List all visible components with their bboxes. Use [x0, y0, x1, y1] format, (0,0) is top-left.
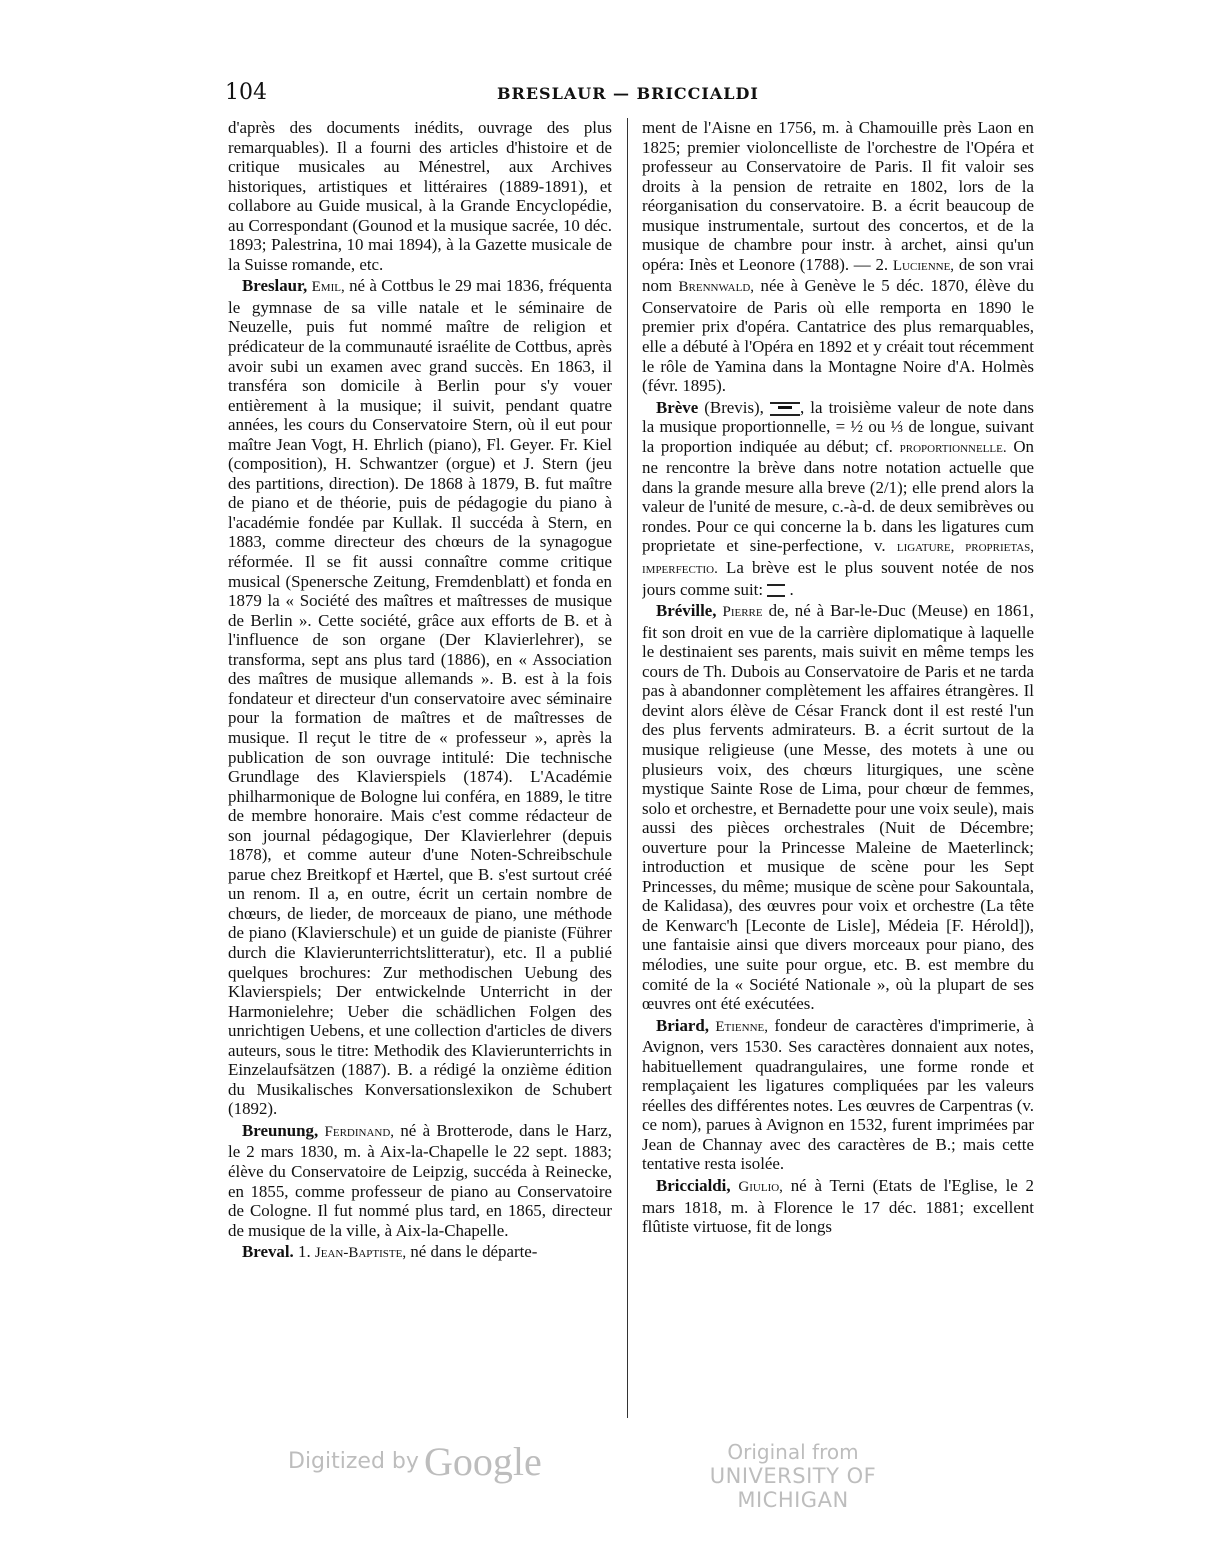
entry-briccialdi [642, 1176, 1034, 1237]
breve-modern-icon [767, 584, 785, 597]
entry-breville [642, 601, 1034, 1013]
entry-text: né à Cottbus le 29 mai 1836, fréquenta le gymnase de sa ville natale et le séminaire de Neuzelle, puis fut nommé maître de religion et prédicateur de la communauté israélite de Cottbus, après avoir subi un examen avec grand succès. En 1863, il transféra son domicile à Berlin pour s'y vouer entièrement à la musique; il suivit, pendant quatre années, les cours du Conservatoire Stern, où il eut pour maître Jean Vogt, H. Ehrlich (piano), Fl. Geyer. Fr. Kiel (composition), H. Schwantzer (orgue) et J. Stern (jeu des partitions, direction). De 1868 à 1879, B. fut maître de piano et de théorie, puis de pédagogie du piano à l'académie fondée par Kullak. Il succéda à Stern, en 1883, comme directeur des chœurs de la synagogue réformée. Il se fit aussi connaître comme critique musical (Spenersche Zeitung, Fremdenblatt) et fonda en 1879 la « Société des maîtres et maîtresses de musique de Berlin ». Cette société, grâce aux efforts de B. et à l'influence de son organe (Der Klavierlehrer), se transforma, sept ans plus tard (1886), en « Association des maîtres de musique allemands ». B. est à la fois fondateur et directeur d'un conservatoire avec séminaire pour la formation de maîtres et de maîtresses de musique. Il reçut le titre de « professeur », après la publication de son ouvrage intitulé: Die technische Grundlage des Klavierspiels (1874). L'Académie philharmonique de Bologne lui conféra, en 1889, le titre de membre honoraire. Mais c'est comme rédacteur de son journal pédagogique, Der Klavierlehrer (depuis 1878), et comme auteur d'une Noten-Schreibschule parue chez Breitkopf et Hærtel, que B. s'est surtout créé un renom. Il a, en outre, écrit un certain nombre de chœurs, de lieder, de morceaux de piano, une méthode de piano (Klavierschule) et un guide de pianiste (Führer durch die Klavierunterrichtslitteratur), etc. Il a publié quelques brochures: Zur methodischen Uebung des Klavierspiels; Der entwickelnde Unterricht in der Harmonielehre; Ueber die schädlichen Folgen des unrichtigen Uebens, et une collection d'articles de divers auteurs, sous le titre: Methodik des Klavierunterrichts in Einzelaufsätzen (1887). B. a rédigé la onzième édition du Musikalisches Konversationslexikon de Schubert (1892). [228, 276, 612, 1119]
given-name: Jean-Baptiste, [314, 1245, 407, 1262]
entry-number: 1. [298, 1242, 311, 1262]
given-name: Emil, [311, 279, 345, 296]
cross-reference: proportionnelle. [899, 439, 1007, 456]
headword: Briard, [656, 1015, 710, 1035]
right-column [642, 118, 1034, 1418]
headword: Breunung, [242, 1120, 319, 1140]
entry-briard [642, 1016, 1034, 1174]
cross-reference: ligature, proprietas, imperfectio. [642, 539, 1034, 578]
entry-text: de, né à Bar-le-Duc (Meuse) en 1861, fit son droit en vue de la carrière diplomatique à laquelle le destinaient ses parents, mais suivit en même temps les cours de Th. Dubois au Conservatoire de Paris et ne tarda pas à abandonner complètement les affaires étrangères. Il devint alors élève de César Franck dont il est resté l'un des plus fervents admirateurs. B. a écrit surtout de la musique religieuse (une Messe, des motets à une ou plusieurs voix, des chœurs liturgiques, une scène mystique Sainte Rose de Lima, pour chœur de femmes, solo et orchestre, et Bernadette pour une voix seule), mais aussi des pièces orchestrales (Nuit de Décembre; ouverture pour la Princesse Maleine de Maeterlinck; introduction et musique de scène pour les Sept Princesses, du même; musique de scène pour Sakountala, de Kalidasa), des œuvres pour voix et orchestre (La tête de Kenwarc'h [Leconte de Lisle], Médeia [F. Hérold]), une fantaisie ainsi que divers morceaux pour piano, des mélodies, une suite pour orgue, etc. B. est membre du comité de la « Société Nationale », où la plupart de ses œuvres ont été exécutées. [642, 601, 1034, 1014]
entry-text: né à Terni (Etats de l'Eglise, le 2 mars 1818, m. à Florence le 17 déc. 1881; excellent flûtiste virtuose, fit de longs [642, 1175, 1034, 1237]
entry-text: né à Brotterode, dans le Harz, le 2 mars 1830, m. à Aix-la-Chapelle le 22 sept. 1883; élève du Conservatoire de Leipzig, succéda à Reinecke, en 1855, comme professeur de piano au Conservatoire de Cologne. Il fut nommé plus tard, en 1865, directeur de musique de la ville, à Aix-la-Chapelle. [228, 1120, 612, 1240]
column-divider [627, 118, 628, 1418]
headword: Bréville, [656, 601, 717, 621]
entry-breval-continued: ment de l'Aisne en 1756, m. à Chamouille près Laon en 1825; premier violoncelliste de l'orchestre de l'Opéra et professeur au Conservatoire de Paris. Il fit valoir ses droits à la pension de retraite en 1802, lors de la réorganisation du conservatoire. B. a écrit beaucoup de musique instrumentale, surtout des concertos, et de la musique de chambre pour instr. à archet, ainsi qu'un opéra: Inès et Leonore (1788). — 2. Lucienne, de son vrai nom Brennwald, née à Genève le 5 déc. 1870, élève du Conservatoire de Paris où elle remporta en 1890 le premier prix d'opéra. Cantatrice des plus remarquables, elle a débuté à l'Opéra en 1892 et y créait tout récemment le rôle de Yamina dans la Montagne Noire d'A. Holmès (févr. 1895). [642, 118, 1034, 396]
real-name: Brennwald, [678, 279, 755, 296]
headword: Briccialdi, [656, 1175, 731, 1195]
given-name: Lucienne, [892, 257, 955, 274]
google-logo: Google [424, 1439, 542, 1484]
entry-continuation: d'après des documents inédits, ouvrage des plus remarquables). Il a fourni des articles d'histoire et de critique musicales au Ménestrel, aux Archives historiques, artistiques et littéraires (1889-1891), et collabore au Guide musical, à la Grande Encyclopédie, au Correspondant (Gounod et la musique sacrée, 10 déc. 1893; Palestrina, 10 mai 1894), à la Gazette musicale de la Suisse romande, etc. [228, 118, 612, 274]
entry-breve: Brève (Brevis), , la troisième valeur de note dans la musique proportionnelle, = ½ ou ⅓ de longue, suivant la proportion indiquée au début; cf. proportionnelle. On ne rencontre la brève dans notre notation actuelle que dans la grande mesure alla breve (2/1); elle prend alors la valeur de l'unité de mesure, c.-à-d. de deux semibrèves ou rondes. Pour ce qui concerne la b. dans les ligatures cum proprietate et sine-perfectione, v. ligature, proprietas, imperfectio. La brève est le plus souvent notée de nos jours comme suit: . [642, 397, 1034, 599]
entry-breslaur [228, 276, 612, 1119]
given-name: Giulio, [738, 1178, 783, 1195]
page-header [225, 80, 1025, 110]
given-name: Ferdinand, [324, 1123, 395, 1140]
headword: Breval. [242, 1242, 294, 1262]
digitized-by-watermark: Digitized by Google [288, 1439, 542, 1484]
given-name: Pierre [722, 604, 763, 621]
left-column [228, 118, 612, 1418]
page-number: 104 [225, 80, 267, 105]
given-name: Etienne, [715, 1018, 768, 1035]
headword: Breslaur, [242, 276, 308, 296]
breve-note-icon [770, 402, 800, 416]
entry-text: né dans le départe- [410, 1242, 538, 1262]
running-head: BRESLAUR — BRICCIALDI [497, 84, 759, 103]
original-from-watermark: Original from UNIVERSITY OF MICHIGAN [709, 1440, 877, 1512]
entry-breval [228, 1242, 612, 1264]
entry-breunung [228, 1121, 612, 1240]
headword: Brève [656, 397, 699, 417]
entry-text: fondeur de caractères d'imprimerie, à Avignon, vers 1530. Ses caractères donnaient aux notes, habituellement quadrangulaires, une forme ronde et remplaçaient les ligatures compliquées par les valeurs réelles des différentes notes. Les œuvres de Carpentras (v. ce nom), parues à Avignon en 1532, furent imprimées par Jean de Channay avec des caractères de B.; mais cette tentative resta isolée. [642, 1015, 1034, 1174]
